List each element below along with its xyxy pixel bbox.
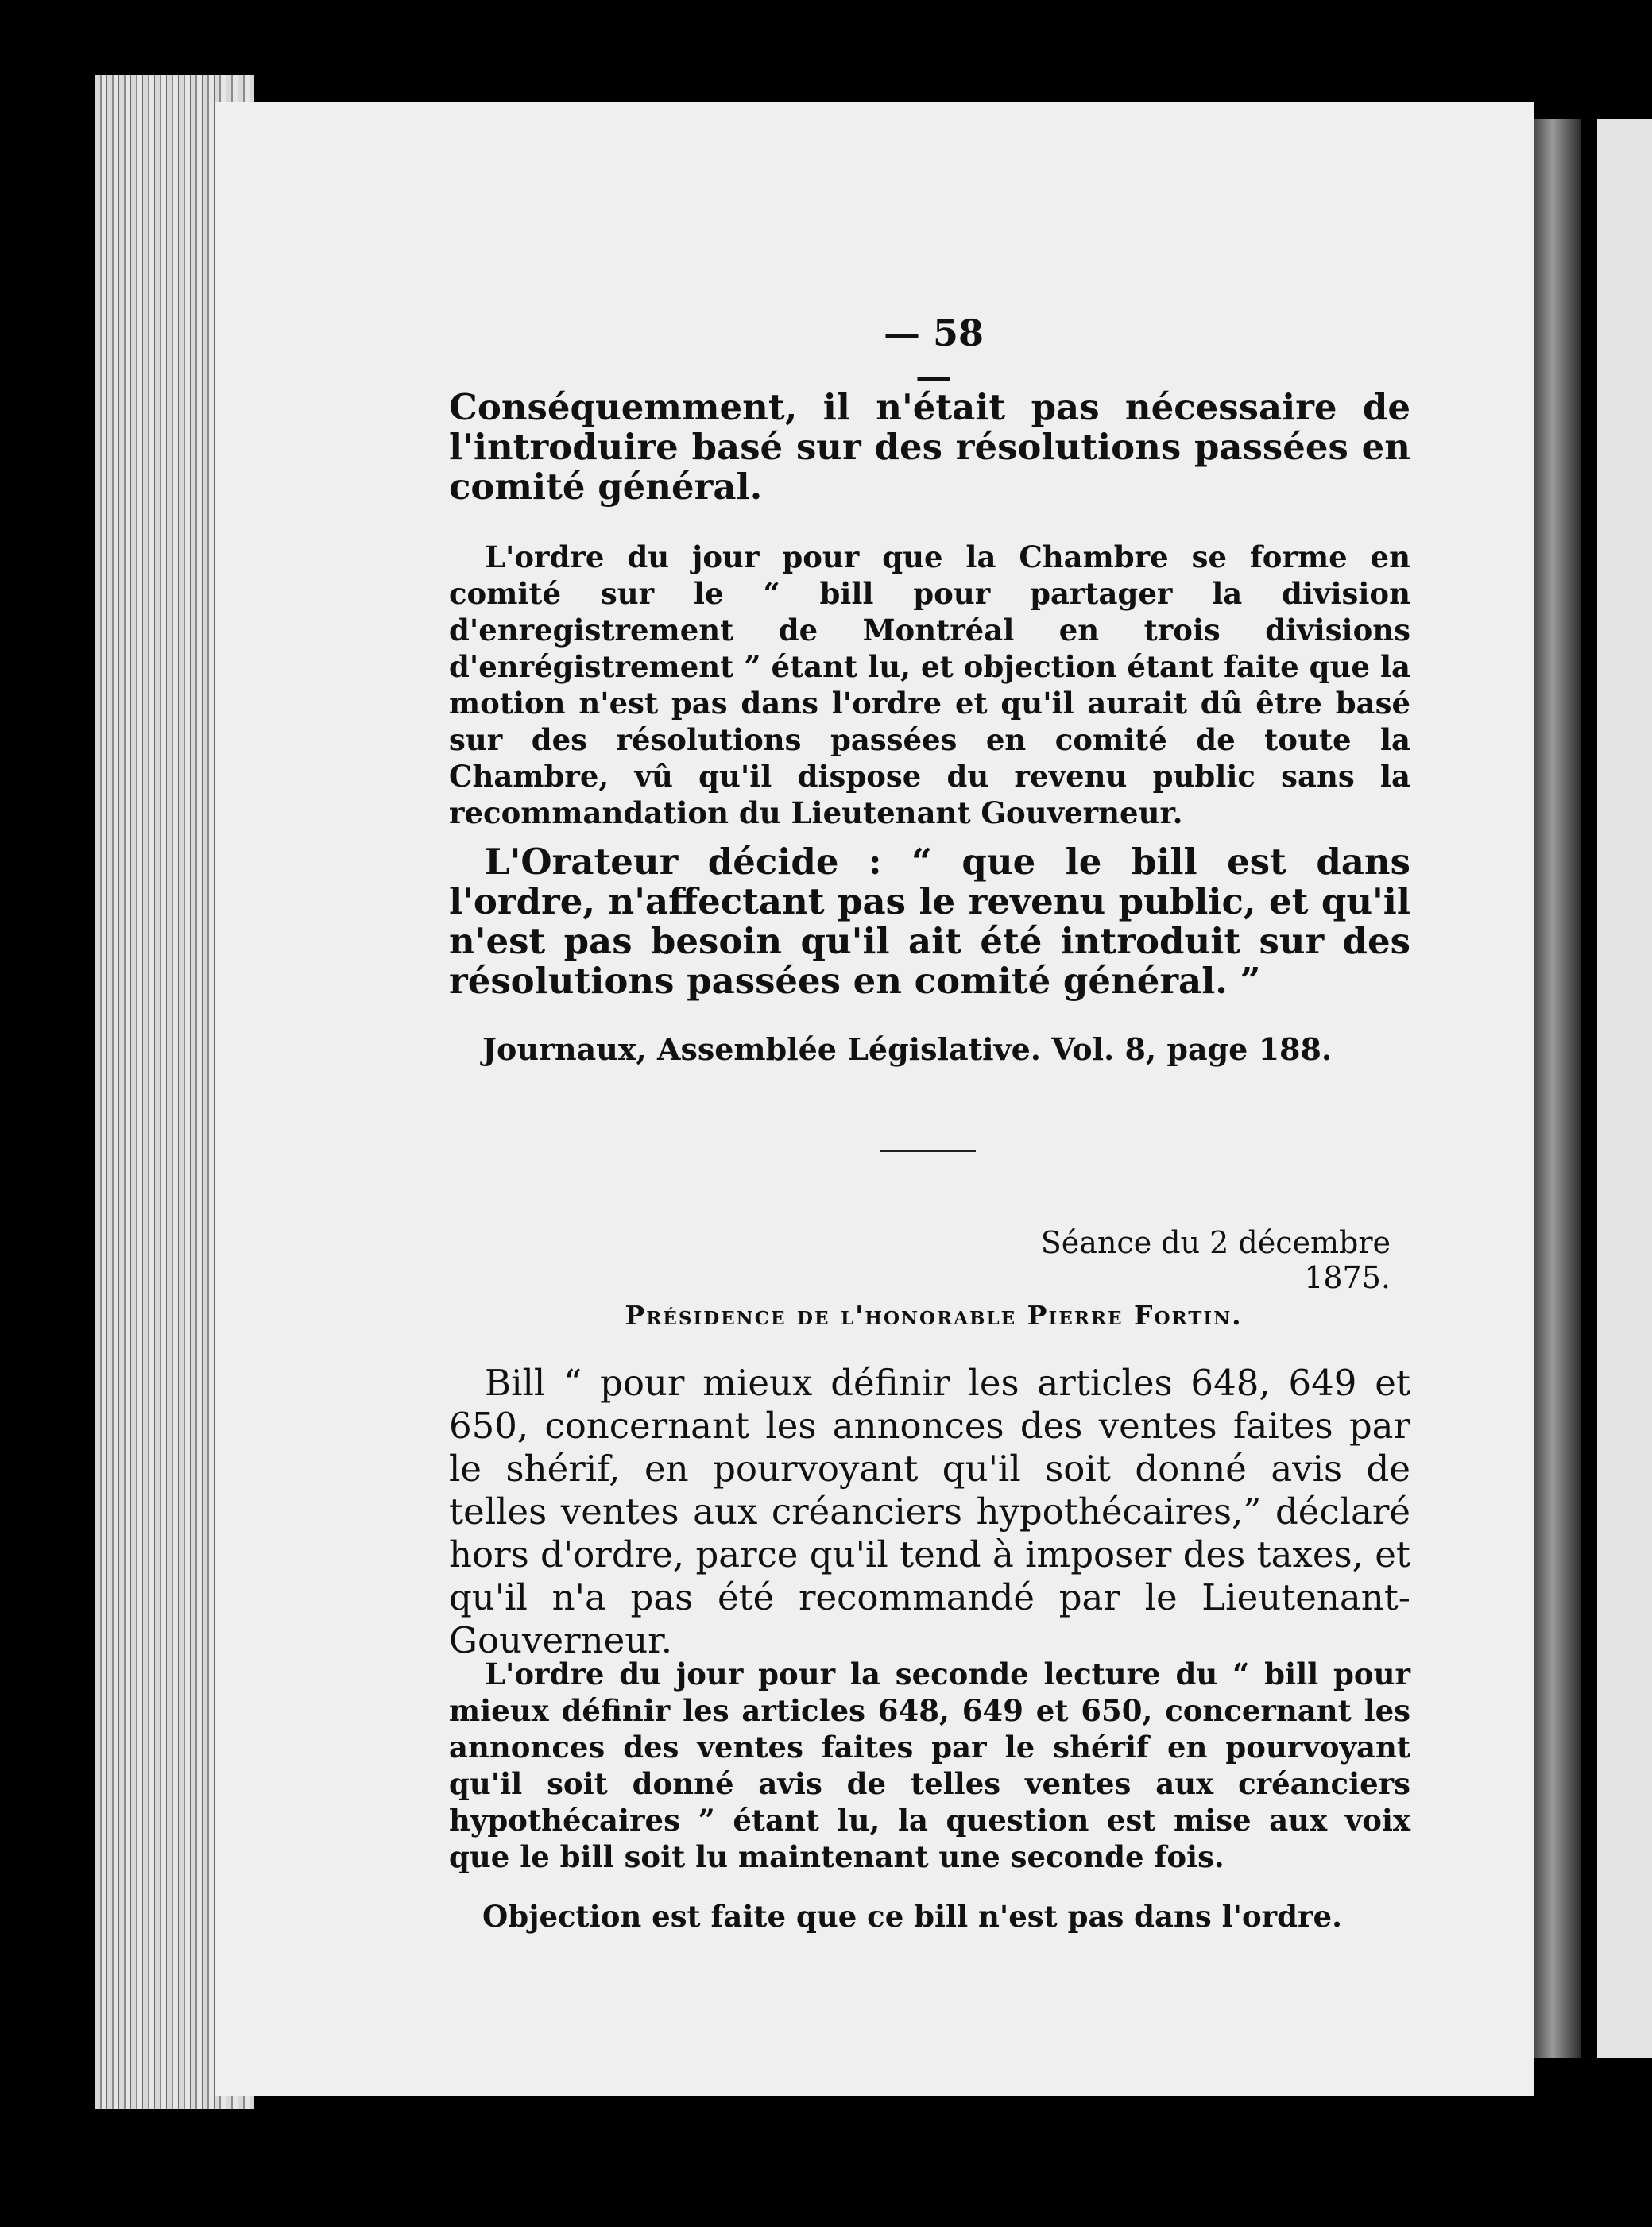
page-number: — 58 — xyxy=(883,311,985,397)
bill-summary: Bill “ pour mieux définir les articles 648, 649 et 650, concernant les annonces des ventes faites par le shérif, en pourvoyant qu'il soit donné avis de telles ventes aux créanciers hypothécaires,” déclaré hors d'ordre, parce qu'il tend à imposer des taxes, et qu'il n'a pas été recommandé par le Lieutenant-Gouverneur. xyxy=(449,1362,1410,1661)
paragraph-1: Conséquemment, il n'était pas nécessaire de l'introduire basé sur des résolutions passées en comité général. xyxy=(449,386,1410,508)
next-page-edge xyxy=(1597,119,1652,2058)
source-citation: Journaux, Assemblée Législative. Vol. 8, page 188. xyxy=(482,1031,1333,1067)
book-gutter-shadow xyxy=(1534,119,1581,2058)
ruling-paragraph: L'Orateur décide : “ que le bill est dans l'ordre, n'affectant pas le revenu public, et qu'il n'est pas besoin qu'il ait été introduit sur des résolutions passées en comité général. ” xyxy=(449,841,1410,1002)
presidency-heading: Présidence de l'honorable Pierre Fortin. xyxy=(625,1300,1243,1331)
session-date: Séance du 2 décembre 1875. xyxy=(1040,1225,1391,1295)
section-divider xyxy=(880,1150,976,1152)
objection-line: Objection est faite que ce bill n'est pas dans l'ordre. xyxy=(482,1899,1342,1934)
paragraph-2: L'ordre du jour pour que la Chambre se forme en comité sur le “ bill pour partager la division d'enregistrement de Montréal en trois divisions d'enrégistrement ” étant lu, et objection étant faite que la motion n'est pas dans l'ordre et qu'il aurait dû être basé sur des résolutions passées en comité de toute la Chambre, vû qu'il dispose du revenu public sans la recommandation du Lieutenant Gouverneur. xyxy=(449,539,1410,830)
paragraph-second-reading: L'ordre du jour pour la seconde lecture du “ bill pour mieux définir les articles 648, 649 et 650, concernant les annonces des ventes faites par le shérif en pourvoyant qu'il soit donné avis de telles ventes aux créanciers hypothécaires ” étant lu, la question est mise aux voix que le bill soit lu maintenant une seconde fois. xyxy=(449,1657,1410,1874)
